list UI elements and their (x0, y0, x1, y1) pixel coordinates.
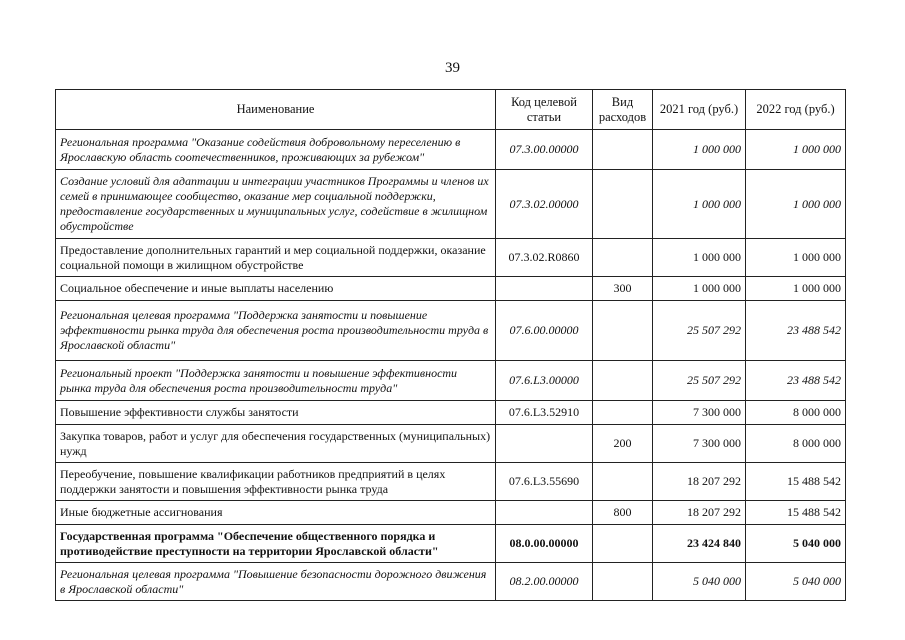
row-code-cell: 08.0.00.00000 (496, 525, 593, 563)
row-kind-cell: 800 (593, 501, 653, 525)
row-code-cell (496, 425, 593, 463)
table-row (56, 277, 846, 301)
row-amount-2021-cell: 1 000 000 (653, 130, 746, 170)
row-kind-cell (593, 130, 653, 170)
table-row (56, 239, 846, 277)
row-kind-cell: 200 (593, 425, 653, 463)
row-kind-cell (593, 525, 653, 563)
row-code-cell: 07.6.L3.52910 (496, 401, 593, 425)
row-amount-2021-cell: 23 424 840 (653, 525, 746, 563)
row-code-cell (496, 277, 593, 301)
row-amount-2021-cell: 5 040 000 (653, 563, 746, 601)
row-amount-2022-cell: 5 040 000 (746, 525, 846, 563)
row-name-cell: Закупка товаров, работ и услуг для обеспечения государственных (муниципальных) нужд (56, 425, 496, 463)
row-code-cell: 07.3.02.R0860 (496, 239, 593, 277)
row-code-cell: 07.3.00.00000 (496, 130, 593, 170)
row-amount-2021-cell: 1 000 000 (653, 170, 746, 239)
row-name-cell: Переобучение, повышение квалификации работников предприятий в целях поддержки занятости и повышения эффективности рынка труда (56, 463, 496, 501)
budget-table (55, 89, 846, 601)
row-kind-cell (593, 170, 653, 239)
row-amount-2021-cell: 18 207 292 (653, 501, 746, 525)
row-amount-2022-cell: 8 000 000 (746, 425, 846, 463)
row-amount-2022-cell: 5 040 000 (746, 563, 846, 601)
row-code-cell: 07.6.L3.55690 (496, 463, 593, 501)
row-kind-cell (593, 563, 653, 601)
row-code-cell: 07.6.L3.00000 (496, 361, 593, 401)
row-name-cell: Социальное обеспечение и иные выплаты населению (56, 277, 496, 301)
row-kind-cell (593, 239, 653, 277)
row-kind-cell (593, 401, 653, 425)
row-amount-2022-cell: 1 000 000 (746, 239, 846, 277)
row-amount-2021-cell: 18 207 292 (653, 463, 746, 501)
row-amount-2022-cell: 15 488 542 (746, 463, 846, 501)
row-name-cell: Предоставление дополнительных гарантий и мер социальной поддержки, оказание социальной помощи в жилищном обустройстве (56, 239, 496, 277)
header-2021: 2021 год (руб.) (653, 90, 746, 130)
row-name-cell: Региональная целевая программа "Поддержка занятости и повышение эффективности рынка труда для обеспечения роста производительности труда в Ярославской области" (56, 301, 496, 361)
row-name-cell: Региональный проект "Поддержка занятости и повышение эффективности рынка труда для обеспечения роста производительности труда" (56, 361, 496, 401)
header-code: Код целевой статьи (496, 90, 593, 130)
row-code-cell (496, 501, 593, 525)
row-amount-2022-cell: 23 488 542 (746, 301, 846, 361)
row-name-cell: Государственная программа "Обеспечение общественного порядка и противодействие преступности на территории Ярославской области" (56, 525, 496, 563)
row-amount-2021-cell: 1 000 000 (653, 239, 746, 277)
row-amount-2021-cell: 7 300 000 (653, 401, 746, 425)
row-amount-2022-cell: 15 488 542 (746, 501, 846, 525)
row-kind-cell (593, 463, 653, 501)
header-row (56, 90, 846, 130)
row-amount-2021-cell: 1 000 000 (653, 277, 746, 301)
row-amount-2021-cell: 25 507 292 (653, 301, 746, 361)
row-amount-2022-cell: 23 488 542 (746, 361, 846, 401)
header-name: Наименование (56, 90, 496, 130)
row-amount-2021-cell: 7 300 000 (653, 425, 746, 463)
row-code-cell: 07.3.02.00000 (496, 170, 593, 239)
row-name-cell: Региональная программа "Оказание содействия добровольному переселению в Ярославскую область соотечественников, проживающих за рубежом" (56, 130, 496, 170)
row-amount-2022-cell: 1 000 000 (746, 170, 846, 239)
row-amount-2022-cell: 8 000 000 (746, 401, 846, 425)
header-2022: 2022 год (руб.) (746, 90, 846, 130)
table-row (56, 170, 846, 239)
row-name-cell: Повышение эффективности службы занятости (56, 401, 496, 425)
page-number: 39 (445, 60, 460, 76)
row-name-cell: Иные бюджетные ассигнования (56, 501, 496, 525)
table-row (56, 501, 846, 525)
row-kind-cell: 300 (593, 277, 653, 301)
table-row (56, 463, 846, 501)
table-row (56, 425, 846, 463)
row-amount-2022-cell: 1 000 000 (746, 277, 846, 301)
table-row (56, 563, 846, 601)
row-code-cell: 08.2.00.00000 (496, 563, 593, 601)
row-kind-cell (593, 361, 653, 401)
row-kind-cell (593, 301, 653, 361)
row-amount-2022-cell: 1 000 000 (746, 130, 846, 170)
row-code-cell: 07.6.00.00000 (496, 301, 593, 361)
table-row (56, 301, 846, 361)
table-row (56, 525, 846, 563)
table-row (56, 361, 846, 401)
row-amount-2021-cell: 25 507 292 (653, 361, 746, 401)
row-name-cell: Региональная целевая программа "Повышение безопасности дорожного движения в Ярославской области" (56, 563, 496, 601)
table-row (56, 401, 846, 425)
header-kind: Вид расходов (593, 90, 653, 130)
row-name-cell: Создание условий для адаптации и интеграции участников Программы и членов их семей в принимающее сообщество, оказание мер социальной поддержки, предоставление государственных и муниципальных услуг, содействие в жилищном обустройстве (56, 170, 496, 239)
table-row (56, 130, 846, 170)
